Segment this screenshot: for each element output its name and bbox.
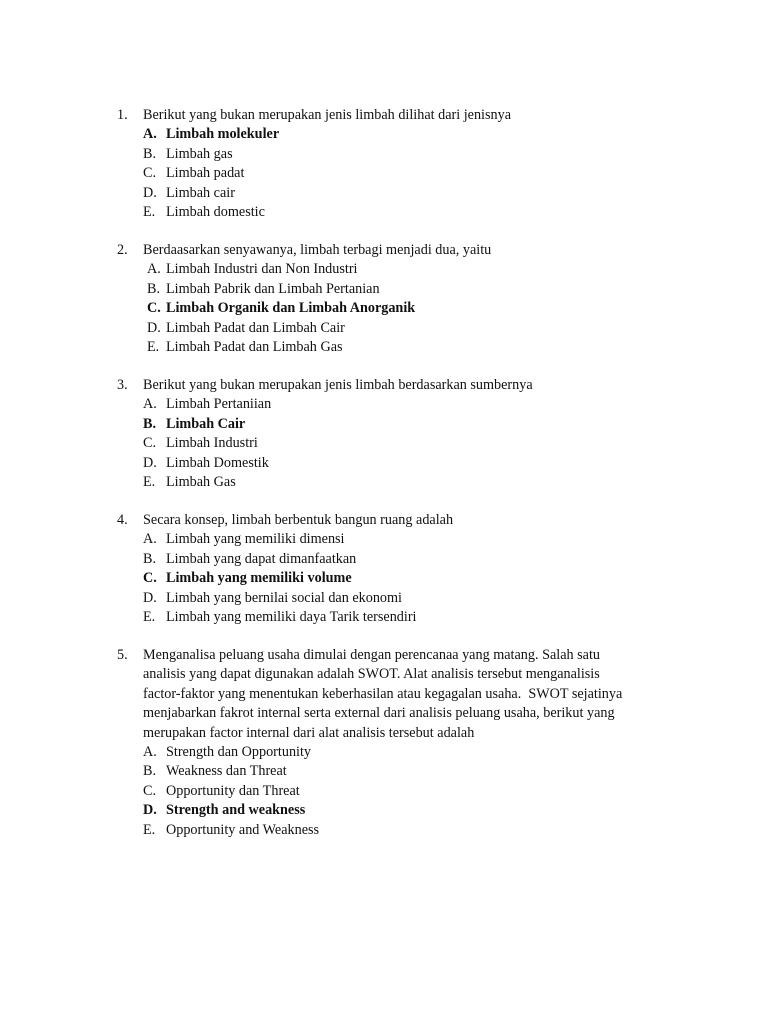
option-b: [0, 280, 768, 299]
option-letter: C.: [143, 782, 157, 799]
option-b: [0, 415, 768, 434]
option-letter: D.: [143, 802, 157, 819]
option-letter: D.: [147, 319, 161, 336]
option-letter: D.: [143, 184, 157, 201]
option-letter: E.: [143, 203, 156, 220]
option-letter: B.: [147, 280, 161, 297]
option-text: Limbah Cair: [166, 415, 246, 432]
option-text: Limbah Organik dan Limbah Anorganik: [166, 300, 416, 317]
option-c: [0, 434, 768, 453]
option-text: Limbah Padat dan Limbah Gas: [166, 338, 343, 355]
answer-options: [0, 395, 768, 492]
option-text: Limbah yang memiliki volume: [166, 570, 352, 587]
option-a: [0, 395, 768, 414]
option-e: [0, 473, 768, 492]
option-letter: E.: [143, 473, 156, 490]
question-text: Berikut yang bukan merupakan jenis limbah dilihat dari jenisnya: [143, 107, 511, 123]
option-e: [0, 338, 768, 357]
option-letter: D.: [143, 454, 157, 471]
option-d: [0, 319, 768, 338]
question-text: Berdaasarkan senyawanya, limbah terbagi menjadi dua, yaitu: [143, 242, 492, 258]
option-text: Limbah yang memiliki daya Tarik tersendiri: [166, 608, 417, 625]
option-text: Limbah cair: [166, 184, 235, 201]
option-b: [0, 550, 768, 569]
option-letter: A.: [143, 396, 157, 413]
answer-options: [0, 260, 768, 357]
option-letter: B.: [143, 763, 157, 780]
question-number: 3.: [117, 377, 128, 393]
question-text-line: factor-faktor yang menentukan keberhasilan atau kegagalan usaha. SWOT sejatinya: [143, 685, 623, 702]
option-c: [0, 299, 768, 318]
answer-options: [0, 743, 768, 840]
option-d: [0, 589, 768, 608]
option-letter: B.: [143, 550, 157, 567]
option-text: Limbah yang bernilai social dan ekonomi: [166, 589, 402, 606]
option-text: Limbah Padat dan Limbah Cair: [166, 319, 345, 336]
option-d: [0, 801, 768, 820]
question-text: [143, 646, 683, 743]
option-a: [0, 260, 768, 279]
question-text-line: Menganalisa peluang usaha dimulai dengan perencanaa yang matang. Salah satu: [143, 647, 600, 663]
option-a: [0, 743, 768, 762]
option-letter: E.: [143, 608, 156, 625]
option-text: Strength dan Opportunity: [166, 744, 312, 760]
option-c: [0, 782, 768, 801]
question-number: 4.: [117, 512, 128, 528]
option-text: Limbah yang memiliki dimensi: [166, 531, 345, 548]
option-letter: B.: [143, 415, 157, 432]
option-text: Opportunity dan Threat: [166, 782, 300, 799]
option-letter: C.: [143, 570, 157, 587]
option-text: Limbah padat: [166, 165, 245, 182]
option-text: Strength and weakness: [166, 802, 306, 819]
answer-options: [0, 530, 768, 627]
answer-options: [0, 125, 768, 222]
option-letter: B.: [143, 145, 157, 162]
option-text: Limbah Domestik: [166, 454, 269, 471]
option-text: Opportunity and Weakness: [166, 821, 320, 838]
option-text: Limbah Industri: [166, 435, 258, 452]
option-text: Limbah domestic: [166, 203, 265, 220]
question-number: 2.: [117, 242, 128, 258]
option-text: Limbah Gas: [166, 473, 236, 490]
option-c: [0, 569, 768, 588]
option-text: Limbah molekuler: [166, 126, 280, 143]
option-text: Limbah Pertaniian: [166, 396, 272, 413]
option-e: [0, 608, 768, 627]
option-text: Limbah Pabrik dan Limbah Pertanian: [166, 280, 380, 297]
option-b: [0, 145, 768, 164]
option-e: [0, 821, 768, 840]
option-b: [0, 762, 768, 781]
option-text: Limbah gas: [166, 145, 233, 162]
option-letter: A.: [143, 126, 157, 143]
option-letter: E.: [147, 338, 160, 355]
option-text: Weakness dan Threat: [166, 763, 287, 780]
option-d: [0, 454, 768, 473]
option-letter: A.: [143, 744, 157, 760]
question-text-line: analisis yang dapat digunakan adalah SWOT. Alat analisis tersebut menganalisis: [143, 666, 600, 683]
option-letter: C.: [143, 165, 157, 182]
option-letter: A.: [143, 531, 157, 548]
question-text-line: merupakan factor internal dari alat analisis tersebut adalah: [143, 724, 475, 741]
option-c: [0, 164, 768, 183]
question-text: Berikut yang bukan merupakan jenis limbah berdasarkan sumbernya: [143, 377, 533, 393]
option-letter: C.: [143, 435, 157, 452]
question-number: 5.: [117, 647, 128, 663]
option-d: [0, 184, 768, 203]
option-letter: A.: [147, 261, 161, 278]
question-text: Secara konsep, limbah berbentuk bangun ruang adalah: [143, 512, 454, 528]
option-text: Limbah yang dapat dimanfaatkan: [166, 550, 357, 567]
question-text-line: menjabarkan fakrot internal serta external dari analisis peluang usaha, berikut yang: [143, 705, 615, 722]
option-a: [0, 125, 768, 144]
question-number: 1.: [117, 107, 128, 123]
option-letter: D.: [143, 589, 157, 606]
option-e: [0, 203, 768, 222]
option-letter: E.: [143, 821, 156, 838]
option-a: [0, 530, 768, 549]
option-text: Limbah Industri dan Non Industri: [166, 261, 358, 278]
option-letter: C.: [147, 300, 161, 317]
